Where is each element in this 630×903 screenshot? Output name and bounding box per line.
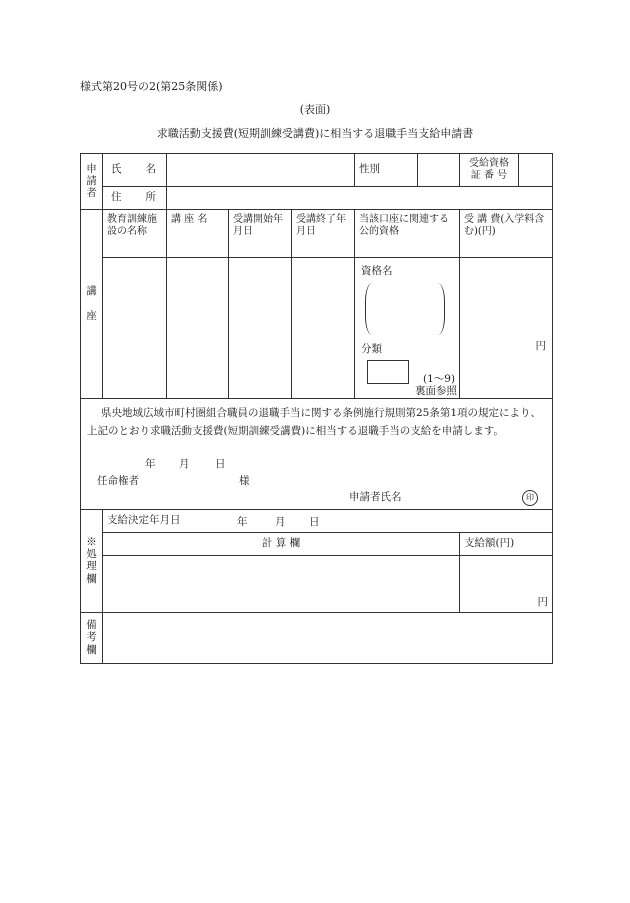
classification-note: 裏面参照 (415, 385, 457, 397)
declaration-text: 県央地域広域市町村圏組合職員の退職手当に関する条例施行規則第25条第1項の規定により、上記のとおり求職活動支援費(短期訓練受講費)に相当する退職手当の支給を申請します。 (87, 407, 542, 437)
facility-header: 教育訓練施設の名称 (103, 210, 167, 258)
name-label: 氏 名 (103, 154, 167, 187)
qualification-header: 当該口座に関連する公的資格 (355, 210, 460, 258)
name-field[interactable] (167, 154, 355, 187)
appointing-authority-label: 任命権者 (97, 475, 139, 487)
cert-number-field[interactable] (519, 154, 552, 186)
applicant-section-label: 申請者 (81, 154, 103, 210)
cert-number-group (460, 154, 553, 187)
fee-unit: 円 (535, 340, 546, 352)
amount-header: 支給額(円) (460, 533, 553, 556)
classification-range: (1〜9) (423, 373, 456, 385)
decision-date-row[interactable] (103, 510, 553, 533)
form-number: 様式第20号の2(第25条関係) (80, 80, 223, 93)
processing-section-label: ※処理欄 (81, 510, 103, 613)
address-label: 住 所 (103, 187, 167, 210)
cert-number-label: 受給資格 証 番 号 (460, 154, 519, 186)
end-date-field[interactable] (292, 258, 355, 399)
remarks-field[interactable] (103, 613, 553, 664)
calc-field[interactable] (103, 556, 460, 613)
declaration-section (81, 399, 553, 510)
application-form-table (80, 153, 553, 664)
calc-header: 計 算 欄 (103, 533, 460, 556)
fee-header: 受 講 費(入学料含む)(円) (460, 210, 553, 258)
end-date-header: 受講終了年月日 (292, 210, 355, 258)
side-label: (表面) (299, 103, 331, 116)
gender-field[interactable] (418, 154, 460, 187)
declaration-year-label: 年 (145, 458, 156, 470)
course-name-header: 講 座 名 (167, 210, 229, 258)
decision-month-label: 月 (275, 516, 286, 528)
start-date-header: 受講開始年月日 (229, 210, 292, 258)
decision-year-label: 年 (237, 516, 248, 528)
qualification-field[interactable] (355, 258, 460, 399)
course-name-field[interactable] (167, 258, 229, 399)
decision-day-label: 日 (309, 516, 320, 528)
declaration-month-label: 月 (179, 458, 190, 470)
qualification-name-label: 資格名 (361, 265, 393, 277)
gender-label: 性別 (355, 154, 418, 187)
classification-field[interactable] (367, 360, 409, 384)
remarks-section-label: 備考欄 (81, 613, 103, 664)
document-title: 求職活動支援費(短期訓練受講費)に相当する退職手当支給申請書 (156, 127, 474, 140)
fee-field[interactable] (460, 258, 553, 399)
decision-date-label: 支給決定年月日 (107, 514, 181, 527)
declaration-day-label: 日 (215, 458, 226, 470)
facility-field[interactable] (103, 258, 167, 399)
start-date-field[interactable] (229, 258, 292, 399)
course-section-label: 講座 (81, 210, 103, 399)
amount-unit: 円 (537, 595, 548, 608)
classification-label: 分類 (361, 343, 382, 355)
applicant-name-label: 申請者氏名 (349, 491, 402, 503)
honorific: 様 (239, 475, 250, 487)
amount-field[interactable] (460, 556, 553, 613)
open-bracket (365, 283, 372, 335)
close-bracket (438, 283, 445, 335)
address-field[interactable] (167, 187, 553, 210)
seal-icon: 印 (522, 490, 538, 506)
